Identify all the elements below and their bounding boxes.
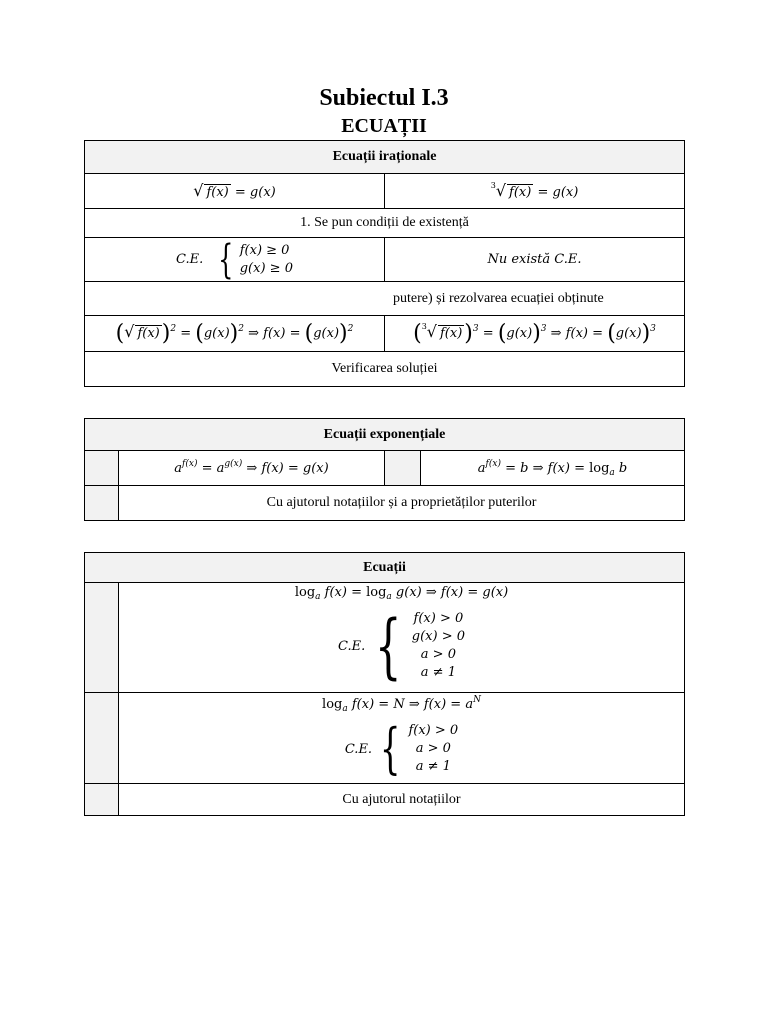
step-verification: Verificarea soluției <box>85 352 685 387</box>
page-title: Subiectul I.3 <box>319 85 449 111</box>
ce-sqrt-conditions: C.E. { f(x) ≥ 0 g(x) ≥ 0 <box>85 238 385 282</box>
step-existence-conditions: 1. Se pun condiții de existență <box>85 209 685 238</box>
row-marker <box>85 583 119 693</box>
log-note: Cu ajutorul notațiilor <box>119 784 685 816</box>
exponential-heading: Ecuații exponențiale <box>85 419 685 451</box>
ce-line: a ≠ 1 <box>415 759 451 774</box>
ce-line: g(x) ≥ 0 <box>239 260 293 276</box>
ce-label: C.E. <box>176 252 204 267</box>
ce-line: a > 0 <box>420 647 456 662</box>
ce-cbrt-none: Nu există C.E. <box>385 238 685 282</box>
ce-label: C.E. <box>344 741 373 757</box>
row-marker <box>85 486 119 521</box>
log-equal-cell: $\log_a f(x) = \log_a g(x)$ ⇒ f(x) = g(x) C.E. { f(x) > 0 g(x) > 0 a > 0 a ≠ 1 <box>119 583 685 693</box>
row-marker <box>85 451 119 486</box>
sqrt-squared-equation: (√ $f(x))^2 = (g(x))^2$ ⇒ $f(x) = (g(x))^2$ <box>85 316 385 352</box>
ce-line: a > 0 <box>415 741 451 756</box>
ce-line: f(x) > 0 <box>408 723 459 738</box>
exp-same-base-equation: $a^{f(x)} = a^{g(x)}$ ⇒ f(x) = g(x) <box>119 451 385 486</box>
row-marker <box>85 693 119 784</box>
irational-heading: Ecuații iraționale <box>85 141 685 174</box>
step-raise-power: putere) și rezolvarea ecuației obținute <box>85 282 685 316</box>
ce-line: f(x) > 0 <box>413 611 464 626</box>
log-number-cell: $\log_a f(x) = N$ ⇒ $f(x) = a^N$ C.E. { f(x) > 0 a > 0 a ≠ 1 <box>119 693 685 784</box>
irational-equations-table <box>84 140 685 387</box>
row-marker <box>385 451 421 486</box>
sqrt-equation: √ f(x) = g(x) <box>85 174 385 209</box>
log-heading: Ecuații <box>85 553 685 583</box>
row-marker <box>85 784 119 816</box>
ce-line: f(x) ≥ 0 <box>239 242 290 258</box>
exp-log-equation: $a^{f(x)} = b$ ⇒ $f(x) = \log_a b$ <box>421 451 685 486</box>
ce-label: C.E. <box>337 638 366 654</box>
page-subtitle: ECUAȚII <box>341 115 427 137</box>
ce-line: g(x) > 0 <box>411 629 466 644</box>
exponential-note: Cu ajutorul notațiilor și a proprietăților puterilor <box>119 486 685 521</box>
ce-line: a ≠ 1 <box>420 665 456 680</box>
log-equations-table <box>84 552 685 816</box>
cbrt-equation: $^3$√ f(x) = g(x) <box>385 174 685 209</box>
exponential-equations-table <box>84 418 685 521</box>
cbrt-cubed-equation: ($^3$√ $f(x))^3 = (g(x))^3$ ⇒ $f(x) = (g(x))^3$ <box>385 316 685 352</box>
